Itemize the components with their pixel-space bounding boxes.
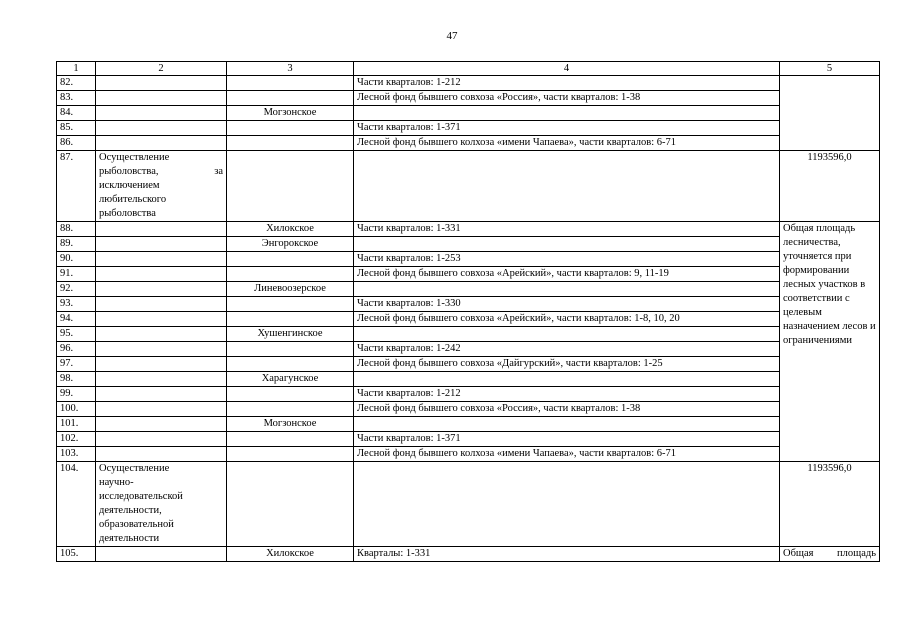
- activity-cell: [96, 402, 227, 417]
- activity-line: деятельности,: [99, 505, 162, 516]
- district-cell: [227, 151, 354, 222]
- activity-cell: [96, 267, 227, 282]
- table-header-row: [57, 62, 880, 76]
- description-cell: [354, 151, 780, 222]
- table-row: [57, 387, 880, 402]
- district-cell: [227, 357, 354, 372]
- area-cell: [780, 151, 880, 222]
- forest-use-table: [56, 61, 880, 562]
- table-row: [57, 547, 880, 562]
- district-cell: [227, 447, 354, 462]
- description-cell: Лесной фонд бывшего совхоза «Россия», части кварталов: 1-38: [354, 91, 780, 106]
- description-cell: [354, 327, 780, 342]
- table-row: [57, 151, 880, 222]
- activity-cell: [96, 237, 227, 252]
- area-note-cell: [780, 222, 880, 462]
- description-cell: Части кварталов: 1-371: [354, 432, 780, 447]
- area-note: [783, 547, 876, 561]
- district-cell: [227, 462, 354, 547]
- district-cell: [227, 121, 354, 136]
- activity-cell: [96, 76, 227, 91]
- activity-cell: [96, 312, 227, 327]
- district-cell: Хилокское: [227, 547, 354, 562]
- row-number: 105.: [57, 547, 96, 562]
- row-number: 95.: [57, 327, 96, 342]
- row-number: 88.: [57, 222, 96, 237]
- table-row: [57, 342, 880, 357]
- row-number: 94.: [57, 312, 96, 327]
- table-row: [57, 222, 880, 237]
- activity-line: исследовательской: [99, 491, 183, 502]
- table-row: [57, 357, 880, 372]
- table-row: [57, 297, 880, 312]
- description-cell: Части кварталов: 1-253: [354, 252, 780, 267]
- header-col-1: 1: [57, 62, 96, 76]
- row-number: 98.: [57, 372, 96, 387]
- table-row: [57, 136, 880, 151]
- district-cell: [227, 267, 354, 282]
- row-number: 82.: [57, 76, 96, 91]
- activity-line: Осуществление: [99, 463, 170, 474]
- description-cell: Лесной фонд бывшего совхоза «Арейский», части кварталов: 1-8, 10, 20: [354, 312, 780, 327]
- area-cell: [780, 462, 880, 547]
- district-cell: Хушенгинское: [227, 327, 354, 342]
- description-cell: Части кварталов: 1-331: [354, 222, 780, 237]
- table-row: [57, 417, 880, 432]
- description-cell: Лесной фонд бывшего совхоза «Арейский», части кварталов: 9, 11-19: [354, 267, 780, 282]
- activity-cell: [96, 136, 227, 151]
- description-cell: Кварталы: 1-331: [354, 547, 780, 562]
- description-cell: Части кварталов: 1-371: [354, 121, 780, 136]
- district-cell: [227, 297, 354, 312]
- district-cell: [227, 76, 354, 91]
- activity-cell: [96, 121, 227, 136]
- activity-cell: [96, 462, 227, 547]
- activity-cell: [96, 222, 227, 237]
- description-cell: [354, 462, 780, 547]
- header-col-2: 2: [96, 62, 227, 76]
- district-cell: [227, 432, 354, 447]
- table-row: [57, 312, 880, 327]
- district-cell: [227, 402, 354, 417]
- activity-cell: [96, 106, 227, 121]
- district-cell: Могзонское: [227, 106, 354, 121]
- activity-cell: [96, 417, 227, 432]
- row-number: 92.: [57, 282, 96, 297]
- table-row: [57, 237, 880, 252]
- area-value: 1193596,0: [807, 152, 852, 163]
- activity-line: рыболовства, за: [99, 166, 223, 177]
- table-row: [57, 267, 880, 282]
- row-number: 91.: [57, 267, 96, 282]
- activity-line: деятельности: [99, 533, 160, 544]
- activity-cell: [96, 357, 227, 372]
- area-note-word: Общая: [783, 548, 814, 559]
- activity-cell: [96, 91, 227, 106]
- header-col-5: 5: [780, 62, 880, 76]
- row-number: 97.: [57, 357, 96, 372]
- activity-line: научно-: [99, 477, 134, 488]
- table-row: [57, 76, 880, 91]
- description-cell: Части кварталов: 1-242: [354, 342, 780, 357]
- table-row: [57, 372, 880, 387]
- activity-cell: [96, 372, 227, 387]
- table-row: [57, 282, 880, 297]
- table-row: [57, 402, 880, 417]
- area-note: Общая площадь лесничества, уточняется при формировании лесных участков в соответствии с целевым назначением лесов и ограничениями: [783, 223, 876, 346]
- description-cell: Части кварталов: 1-330: [354, 297, 780, 312]
- row-number: 87.: [57, 151, 96, 222]
- table-row: [57, 91, 880, 106]
- description-cell: Лесной фонд бывшего колхоза «имени Чапаева», части кварталов: 6-71: [354, 447, 780, 462]
- description-cell: [354, 282, 780, 297]
- row-number: 99.: [57, 387, 96, 402]
- activity-line: образовательной: [99, 519, 174, 530]
- district-cell: Хилокское: [227, 222, 354, 237]
- header-col-4: 4: [354, 62, 780, 76]
- description-cell: [354, 372, 780, 387]
- district-cell: [227, 252, 354, 267]
- row-number: 86.: [57, 136, 96, 151]
- description-cell: Лесной фонд бывшего совхоза «Дайгурский», части кварталов: 1-25: [354, 357, 780, 372]
- activity-cell: [96, 282, 227, 297]
- activity-cell: [96, 387, 227, 402]
- district-cell: Харагунское: [227, 372, 354, 387]
- row-number: 101.: [57, 417, 96, 432]
- page-number: 47: [446, 30, 458, 42]
- district-cell: [227, 312, 354, 327]
- row-number: 85.: [57, 121, 96, 136]
- table-row: [57, 106, 880, 121]
- description-cell: Части кварталов: 1-212: [354, 76, 780, 91]
- row-number: 104.: [57, 462, 96, 547]
- district-cell: Линевоозерское: [227, 282, 354, 297]
- row-number: 96.: [57, 342, 96, 357]
- area-note-word: площадь: [837, 548, 876, 559]
- header-col-3: 3: [227, 62, 354, 76]
- area-cell: [780, 76, 880, 151]
- activity-line: рыболовства: [99, 208, 156, 219]
- activity-line: любительского: [99, 194, 167, 205]
- row-number: 102.: [57, 432, 96, 447]
- activity-cell: [96, 447, 227, 462]
- table-row: [57, 447, 880, 462]
- description-cell: [354, 237, 780, 252]
- district-cell: Могзонское: [227, 417, 354, 432]
- table-row: [57, 121, 880, 136]
- activity-cell: [96, 151, 227, 222]
- district-cell: [227, 136, 354, 151]
- activity-cell: [96, 327, 227, 342]
- table-row: [57, 327, 880, 342]
- activity-cell: [96, 297, 227, 312]
- row-number: 93.: [57, 297, 96, 312]
- area-note-cell: [780, 547, 880, 562]
- activity-cell: [96, 252, 227, 267]
- district-cell: [227, 91, 354, 106]
- description-cell: [354, 417, 780, 432]
- activity-line: исключением: [99, 180, 160, 191]
- activity-cell: [96, 547, 227, 562]
- row-number: 100.: [57, 402, 96, 417]
- description-cell: Лесной фонд бывшего совхоза «Россия», части кварталов: 1-38: [354, 402, 780, 417]
- activity-cell: [96, 432, 227, 447]
- district-cell: [227, 342, 354, 357]
- description-cell: Лесной фонд бывшего колхоза «имени Чапаева», части кварталов: 6-71: [354, 136, 780, 151]
- table-row: [57, 432, 880, 447]
- row-number: 84.: [57, 106, 96, 121]
- row-number: 83.: [57, 91, 96, 106]
- description-cell: Части кварталов: 1-212: [354, 387, 780, 402]
- activity-cell: [96, 342, 227, 357]
- row-number: 90.: [57, 252, 96, 267]
- district-cell: [227, 387, 354, 402]
- area-value: 1193596,0: [807, 463, 852, 474]
- table-row: [57, 462, 880, 547]
- district-cell: Энгорокское: [227, 237, 354, 252]
- table-row: [57, 252, 880, 267]
- activity-line: Осуществление: [99, 152, 170, 163]
- row-number: 89.: [57, 237, 96, 252]
- description-cell: [354, 106, 780, 121]
- row-number: 103.: [57, 447, 96, 462]
